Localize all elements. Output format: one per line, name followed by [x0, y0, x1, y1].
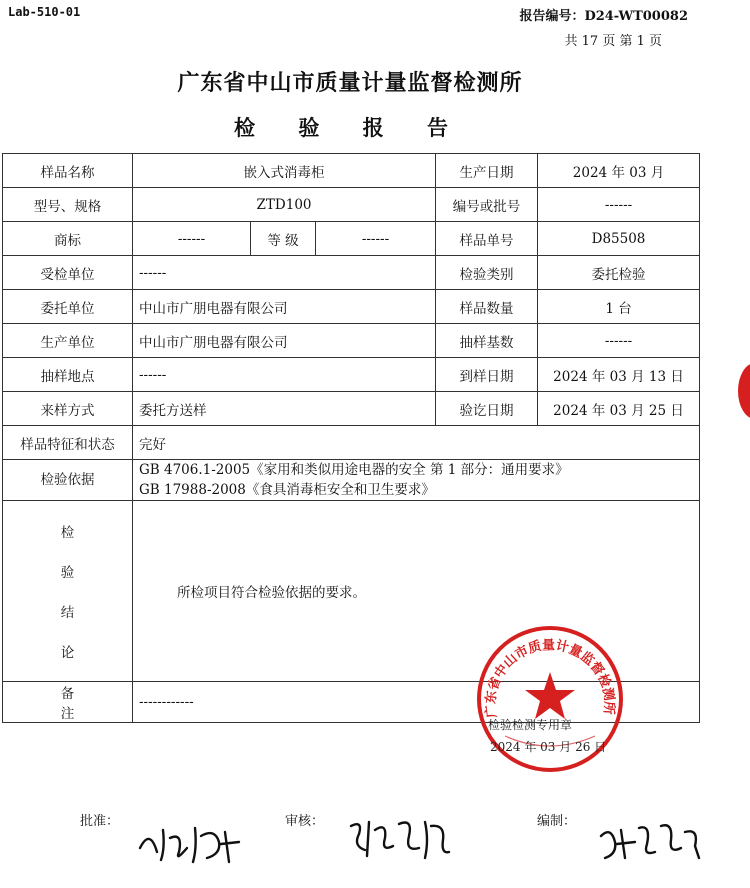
lab-code: Lab-510-01 — [8, 5, 81, 19]
conclusion-label-char: 论 — [60, 645, 75, 661]
approver-signature — [135, 818, 245, 866]
inspected-unit-label: 受检单位 — [3, 256, 133, 290]
batch-label: 编号或批号 — [436, 188, 538, 222]
sampling-place-label: 抽样地点 — [3, 358, 133, 392]
table-row — [3, 460, 700, 501]
brand-label: 商标 — [3, 222, 133, 256]
finish-date-value: 2024 年 03 月 25 日 — [538, 392, 700, 426]
remarks-label-char: 注 — [60, 706, 75, 722]
compiler-signature — [595, 814, 705, 864]
page-count: 共 17 页 第 1 页 — [564, 34, 662, 49]
prod-date-value: 2024 年 03 月 — [538, 154, 700, 188]
table-row — [3, 392, 700, 426]
grade-value: ------ — [316, 222, 436, 256]
basis-standard-2: GB 17988-2008《食具消毒柜安全和卫生要求》 — [139, 482, 435, 498]
table-row — [3, 290, 700, 324]
document-title: 检 验 报 告 — [234, 116, 466, 140]
remarks-label — [3, 682, 133, 723]
conclusion-label-char: 检 — [60, 525, 75, 541]
client-value: 中山市广朋电器有限公司 — [133, 290, 436, 324]
table-row — [3, 154, 700, 188]
condition-value: 完好 — [133, 426, 700, 460]
delivery-label: 来样方式 — [3, 392, 133, 426]
sample-no-label: 样品单号 — [436, 222, 538, 256]
remarks-label-char: 备 — [60, 686, 75, 702]
batch-value: ------ — [538, 188, 700, 222]
remarks-value: ------------ — [133, 682, 700, 723]
institute-name: 广东省中山市质量计量监督检测所 — [177, 71, 523, 96]
compile-label: 编制： — [537, 814, 577, 829]
table-row — [3, 188, 700, 222]
condition-label: 样品特征和状态 — [3, 426, 133, 460]
model-value: ZTD100 — [133, 188, 436, 222]
review-label: 审核： — [285, 814, 325, 829]
finish-date-label: 验讫日期 — [436, 392, 538, 426]
report-number: 报告编号：D24-WT00082 — [519, 9, 688, 24]
conclusion-text: 所检项目符合检验依据的要求。 — [177, 585, 366, 601]
basis-standard-1: GB 4706.1-2005《家用和类似用途电器的安全 第 1 部分：通用要求》 — [139, 462, 569, 478]
producer-value: 中山市广朋电器有限公司 — [133, 324, 436, 358]
seal-caption: 检验检测专用章 — [488, 718, 573, 732]
producer-label: 生产单位 — [3, 324, 133, 358]
table-row — [3, 256, 700, 290]
arrival-date-label: 到样日期 — [436, 358, 538, 392]
table-row — [3, 324, 700, 358]
basis-value — [133, 460, 700, 501]
basis-label: 检验依据 — [3, 460, 133, 501]
seal-star-icon — [525, 672, 575, 719]
sampling-base-label: 抽样基数 — [436, 324, 538, 358]
model-label: 型号、规格 — [3, 188, 133, 222]
client-label: 委托单位 — [3, 290, 133, 324]
conclusion-label-char: 验 — [60, 565, 75, 581]
quantity-value: 1 台 — [538, 290, 700, 324]
conclusion-label — [3, 501, 133, 682]
sample-name-value: 嵌入式消毒柜 — [133, 154, 436, 188]
table-row — [3, 358, 700, 392]
approve-label: 批准： — [80, 814, 120, 829]
reviewer-signature — [345, 812, 455, 862]
sample-no-value: D85508 — [538, 222, 700, 256]
seal-ring-text: 广东省中山市质量计量监督检测所 — [483, 638, 617, 719]
arrival-date-value: 2024 年 03 月 13 日 — [538, 358, 700, 392]
seal-date: 2024 年 03 月 26 日 — [490, 740, 607, 754]
inspected-unit-value: ------ — [133, 256, 436, 290]
grade-label: 等 级 — [251, 222, 316, 256]
table-row — [3, 426, 700, 460]
table-row — [3, 222, 700, 256]
inspection-type-value: 委托检验 — [538, 256, 700, 290]
sampling-place-value: ------ — [133, 358, 436, 392]
brand-value: ------ — [133, 222, 251, 256]
edge-seal-mark — [738, 363, 750, 419]
delivery-value: 委托方送样 — [133, 392, 436, 426]
prod-date-label: 生产日期 — [436, 154, 538, 188]
quantity-label: 样品数量 — [436, 290, 538, 324]
conclusion-label-char: 结 — [60, 605, 75, 621]
sampling-base-value: ------ — [538, 324, 700, 358]
sample-name-label: 样品名称 — [3, 154, 133, 188]
inspection-type-label: 检验类别 — [436, 256, 538, 290]
